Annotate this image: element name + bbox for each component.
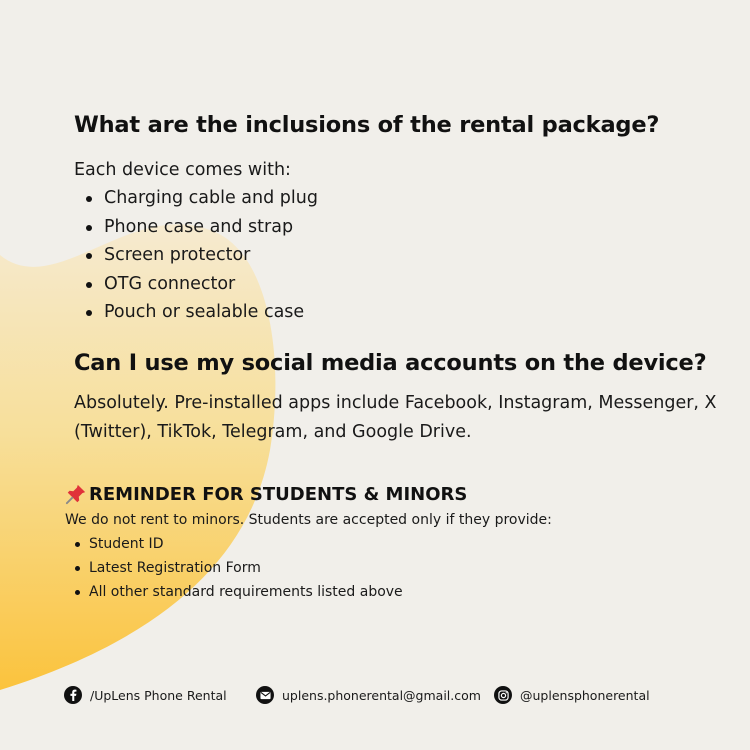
list-item: Charging cable and plug <box>74 184 318 213</box>
list-item: All other standard requirements listed above <box>65 580 403 604</box>
faq-question-social-media: Can I use my social media accounts on the device? <box>74 350 707 376</box>
facebook-label: /UpLens Phone Rental <box>90 687 227 703</box>
reminder-title: REMINDER FOR STUDENTS & MINORS <box>89 483 468 505</box>
pushpin-icon <box>65 483 87 505</box>
mail-icon <box>256 686 274 704</box>
faq-intro-text: Each device comes with: <box>74 160 291 180</box>
student-requirements-list <box>65 532 403 604</box>
faq-answer-social-media: Absolutely. Pre-installed apps include Facebook, Instagram, Messenger, X (Twitter), TikTok, Telegram, and Google Drive. <box>74 393 717 442</box>
footer-email-link[interactable] <box>256 686 481 704</box>
list-item: Student ID <box>65 532 403 556</box>
email-label: uplens.phonerental@gmail.com <box>282 687 481 703</box>
reminder-heading <box>65 483 467 505</box>
list-item: Phone case and strap <box>74 213 318 242</box>
footer-facebook-link[interactable] <box>64 686 227 704</box>
instagram-label: @uplensphonerental <box>520 687 650 703</box>
footer-instagram-link[interactable] <box>494 686 650 704</box>
list-item: OTG connector <box>74 270 318 299</box>
instagram-icon <box>494 686 512 704</box>
list-item: Latest Registration Form <box>65 556 403 580</box>
facebook-icon <box>64 686 82 704</box>
list-item: Screen protector <box>74 241 318 270</box>
faq-question-inclusions: What are the inclusions of the rental package? <box>74 112 660 138</box>
reminder-text: We do not rent to minors. Students are accepted only if they provide: <box>65 512 552 528</box>
inclusions-list <box>74 184 318 327</box>
list-item: Pouch or sealable case <box>74 298 318 327</box>
